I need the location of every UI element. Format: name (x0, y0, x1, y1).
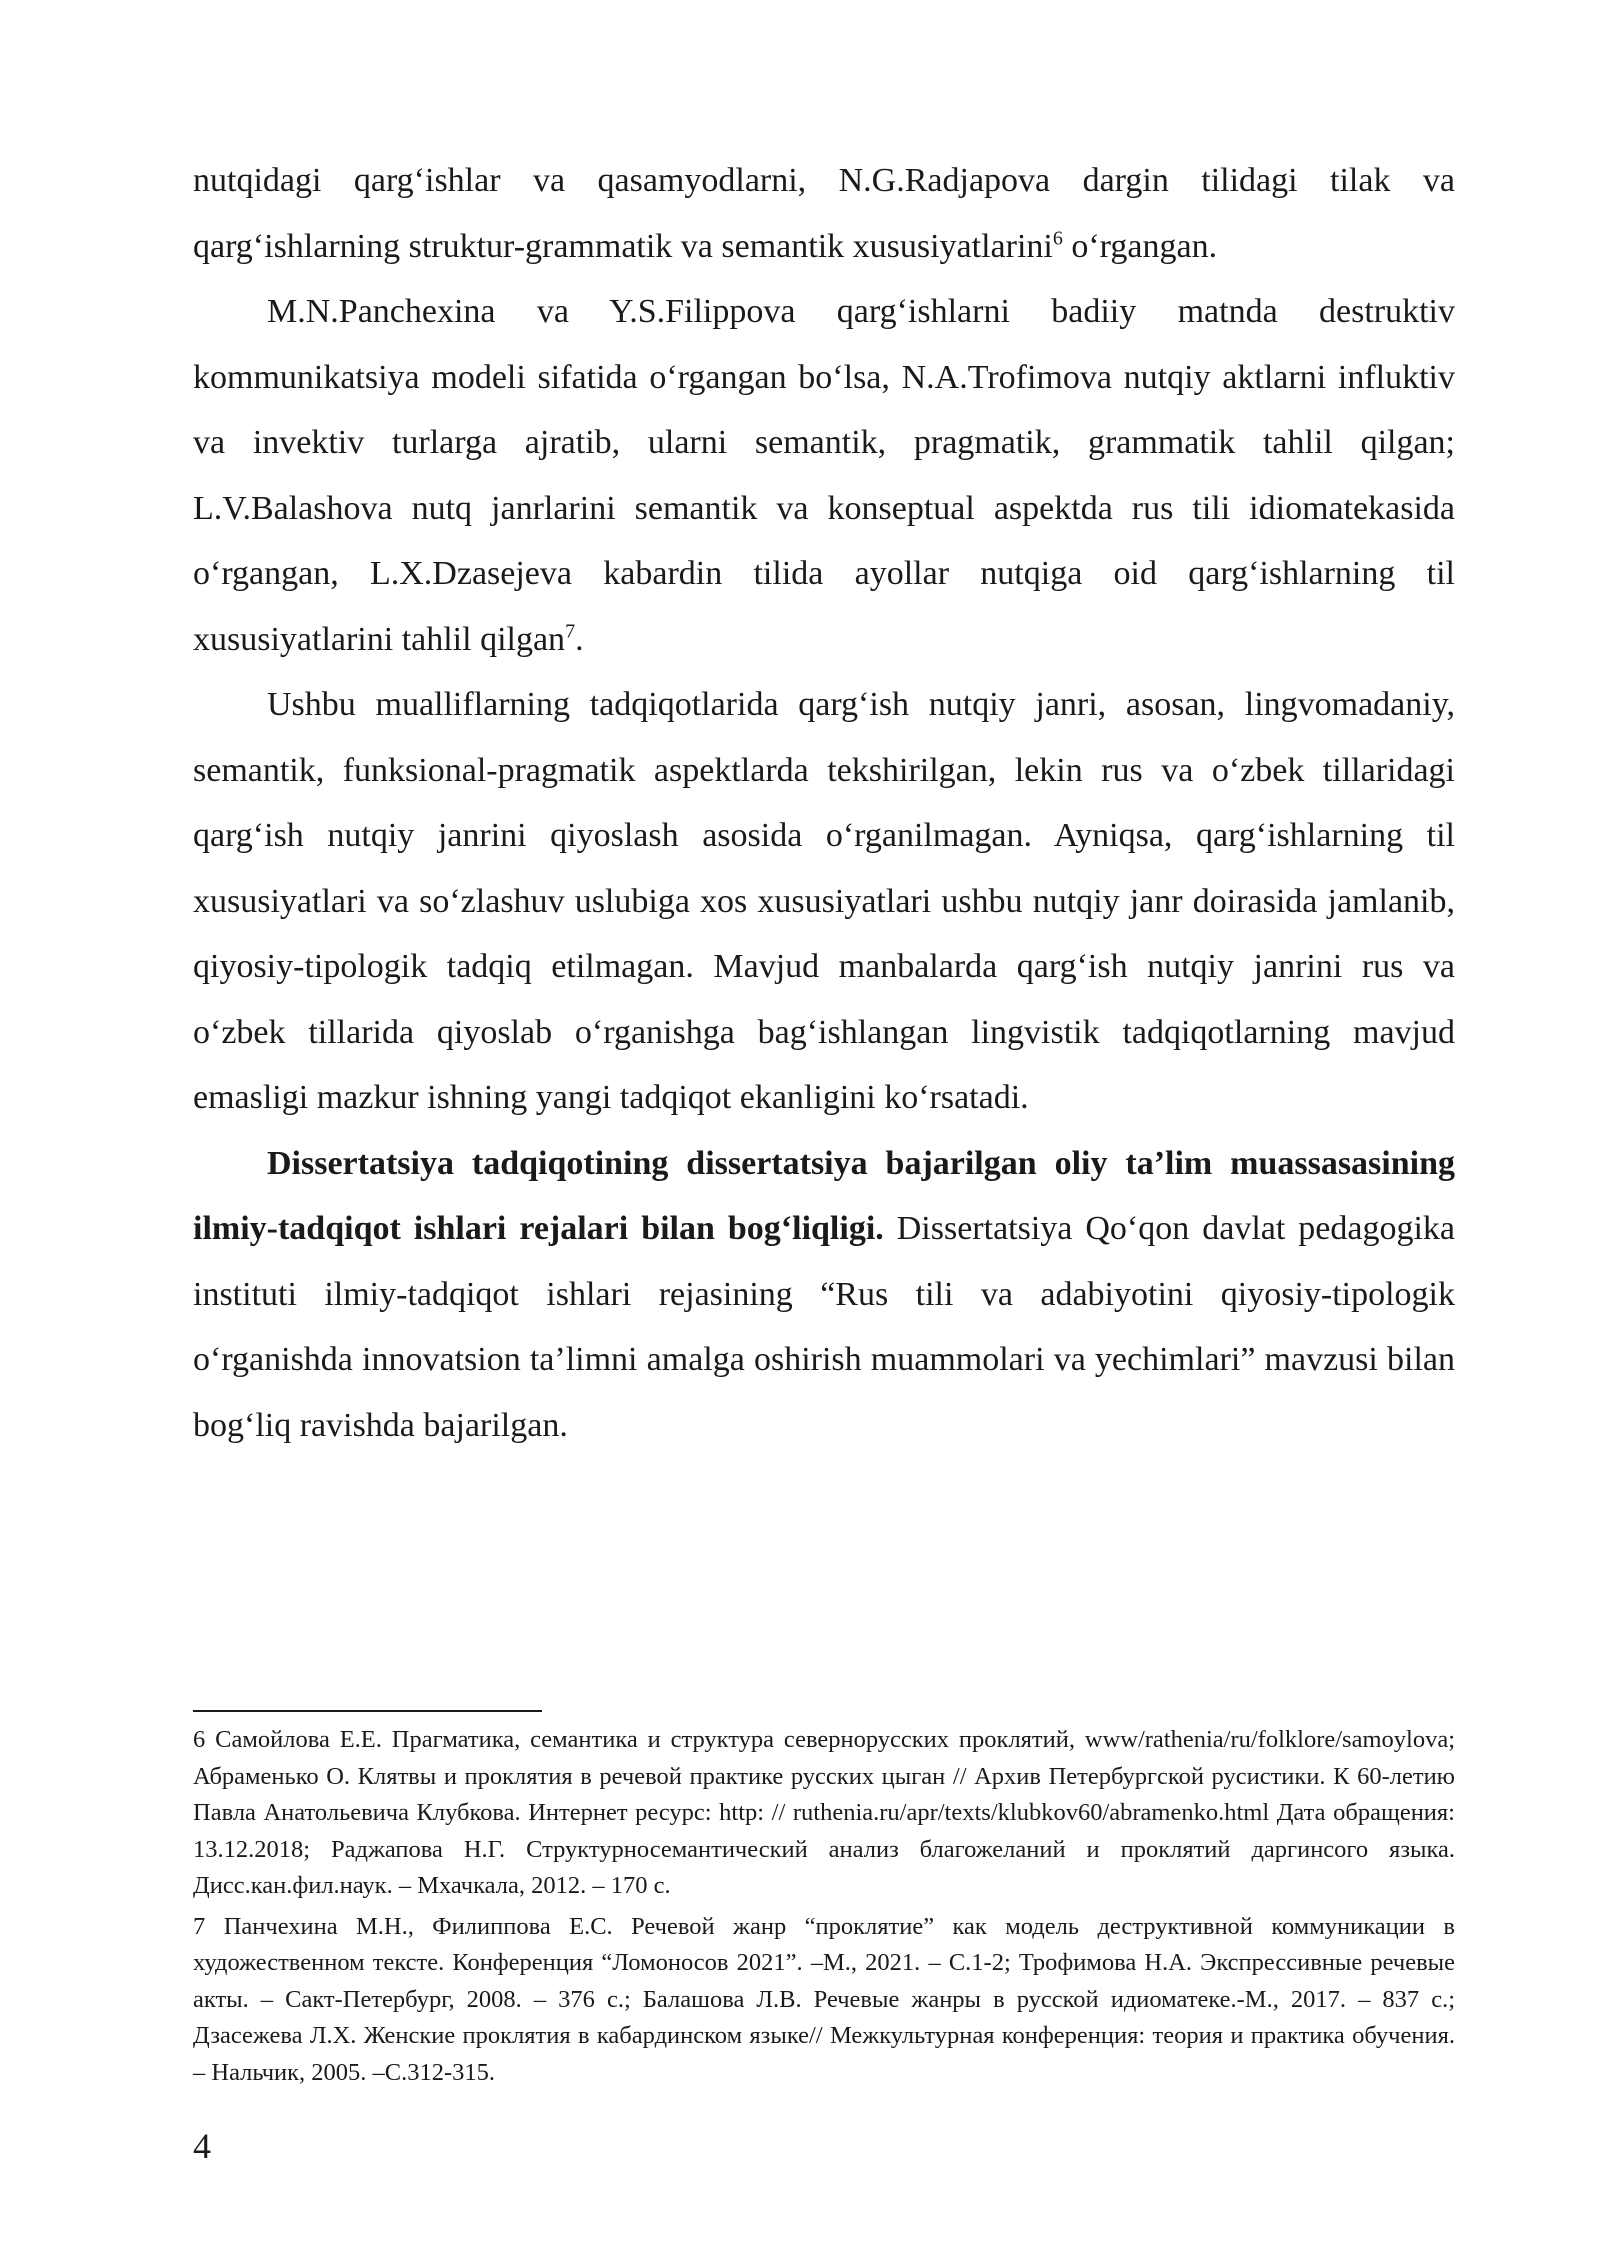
footnote-separator (193, 1710, 542, 1712)
section-heading: Dissertatsiya tadqiqotining dissertatsiya bajarilgan oliy ta’lim muassasasining ilmiy-tadqiqot ishlari rejalari bilan bog‘liqligi. (193, 1144, 1455, 1247)
footnote-ref-6[interactable]: 6 (1052, 227, 1063, 250)
footnote-6-number: 6 (193, 1726, 206, 1753)
paragraph-3: Ushbu mualliflarning tadqiqotlarida qarg‘ish nutqiy janri, asosan, lingvomadaniy, semantik, funksional-pragmatik aspektlarda tekshirilgan, lekin rus va o‘zbek tillaridagi qarg‘ish nutqiy janrini qiyoslash asosida o‘rganilmagan. Ayniqsa, qarg‘ishlarning til xususiyatlari va so‘zlashuv uslubiga xos xususiyatlari ushbu nutqiy janr doirasida jamlanib, qiyosiy-tipologik tadqiq etilmagan. Mavjud manbalarda qarg‘ish nutqiy janrini rus va o‘zbek tillarida qiyoslab o‘rganishga bag‘ishlangan lingvistik tadqiqotlarning mavjud emasligi mazkur ishning yangi tadqiqot ekanligini ko‘rsatadi. (193, 686, 1455, 1116)
paragraph-1-text: nutqidagi qarg‘ishlar va qasamyodlarni, N.G.Radjapova dargin tilidagi tilak va qarg‘ishlarning struktur-grammatik va semantik xususiyatlarini (193, 162, 1455, 265)
paragraph-2-end: . (575, 620, 584, 658)
page-number: 4 (193, 2126, 211, 2166)
paragraph-1 (193, 148, 1455, 279)
footnote-6 (193, 1722, 1455, 1905)
footnotes (193, 1722, 1455, 2095)
paragraph-4 (193, 1131, 1455, 1459)
paragraph-4-text: Dissertatsiya Qo‘qon davlat pedagogika instituti ilmiy-tadqiqot ishlari rejasining “Rus tili va adabiyotini qiyosiy-tipologik o‘rganishda innovatsion ta’limni amalga oshirish muammolari va yechimlari” mavzusi bilan bog‘liq ravishda bajarilgan. (193, 1210, 1455, 1444)
paragraph-1-end: o‘rgangan. (1062, 227, 1218, 265)
footnote-7-text: Панчехина М.Н., Филиппова Е.С. Речевой жанр “проклятие” как модель деструктивной коммуникации в художественном тексте. Конференция “Ломоносов 2021”. –М., 2021. – С.1-2; Трофимова Н.А. Экспрессивные речевые акты. – Сакт-Петербург, 2008. – 376 с.; Балашова Л.В. Речевые жанры в русской идиоматеке.-М., 2017. – 837 с.; Дзасежева Л.Х. Женские проклятия в кабардинском языке// Межкультурная конференция: теория и практика обучения. – Нальчик, 2005. –С.312-315. (193, 1912, 1456, 2086)
body-text (193, 148, 1455, 1458)
paragraph-2-text: M.N.Panchexina va Y.S.Filippova qarg‘ishlarni badiiy matnda destruktiv kommunikatsiya modeli sifatida o‘rgangan bo‘lsa, N.A.Trofimova nutqiy aktlarni influktiv va invektiv turlarga ajratib, ularni semantik, pragmatik, grammatik tahlil qilgan; L.V.Balashova nutq janrlarini semantik va konseptual aspektda rus tili idiomatekasida o‘rgangan, L.X.Dzasejeva kabardin tilida ayollar nutqiga oid qarg‘ishlarning til xususiyatlarini tahlil qilgan (193, 293, 1455, 658)
footnote-6-text: Самойлова Е.Е. Прагматика, семантика и структура севернорусских проклятий, www/rathenia/ru/folklore/samoylova; Абраменько О. Клятвы и проклятия в речевой практике русских цыган // Архив Петербургской русистики. К 60-летию Павла Анатольевича Клубкова. Интернет ресурс: http: // ruthenia.ru/apr/texts/klubkov60/abramenko.html Дата обращения: 13.12.2018; Раджапова Н.Г. Структурносемантический анализ благожеланий и проклятий даргинсого языка. Дисс.кан.фил.наук. – Мхачкала, 2012. – 170 с. (193, 1726, 1455, 1899)
footnote-ref-7[interactable]: 7 (565, 620, 576, 643)
paragraph-2 (193, 279, 1455, 672)
footnote-7-number: 7 (193, 1912, 206, 1940)
footnote-7 (193, 1909, 1455, 2092)
